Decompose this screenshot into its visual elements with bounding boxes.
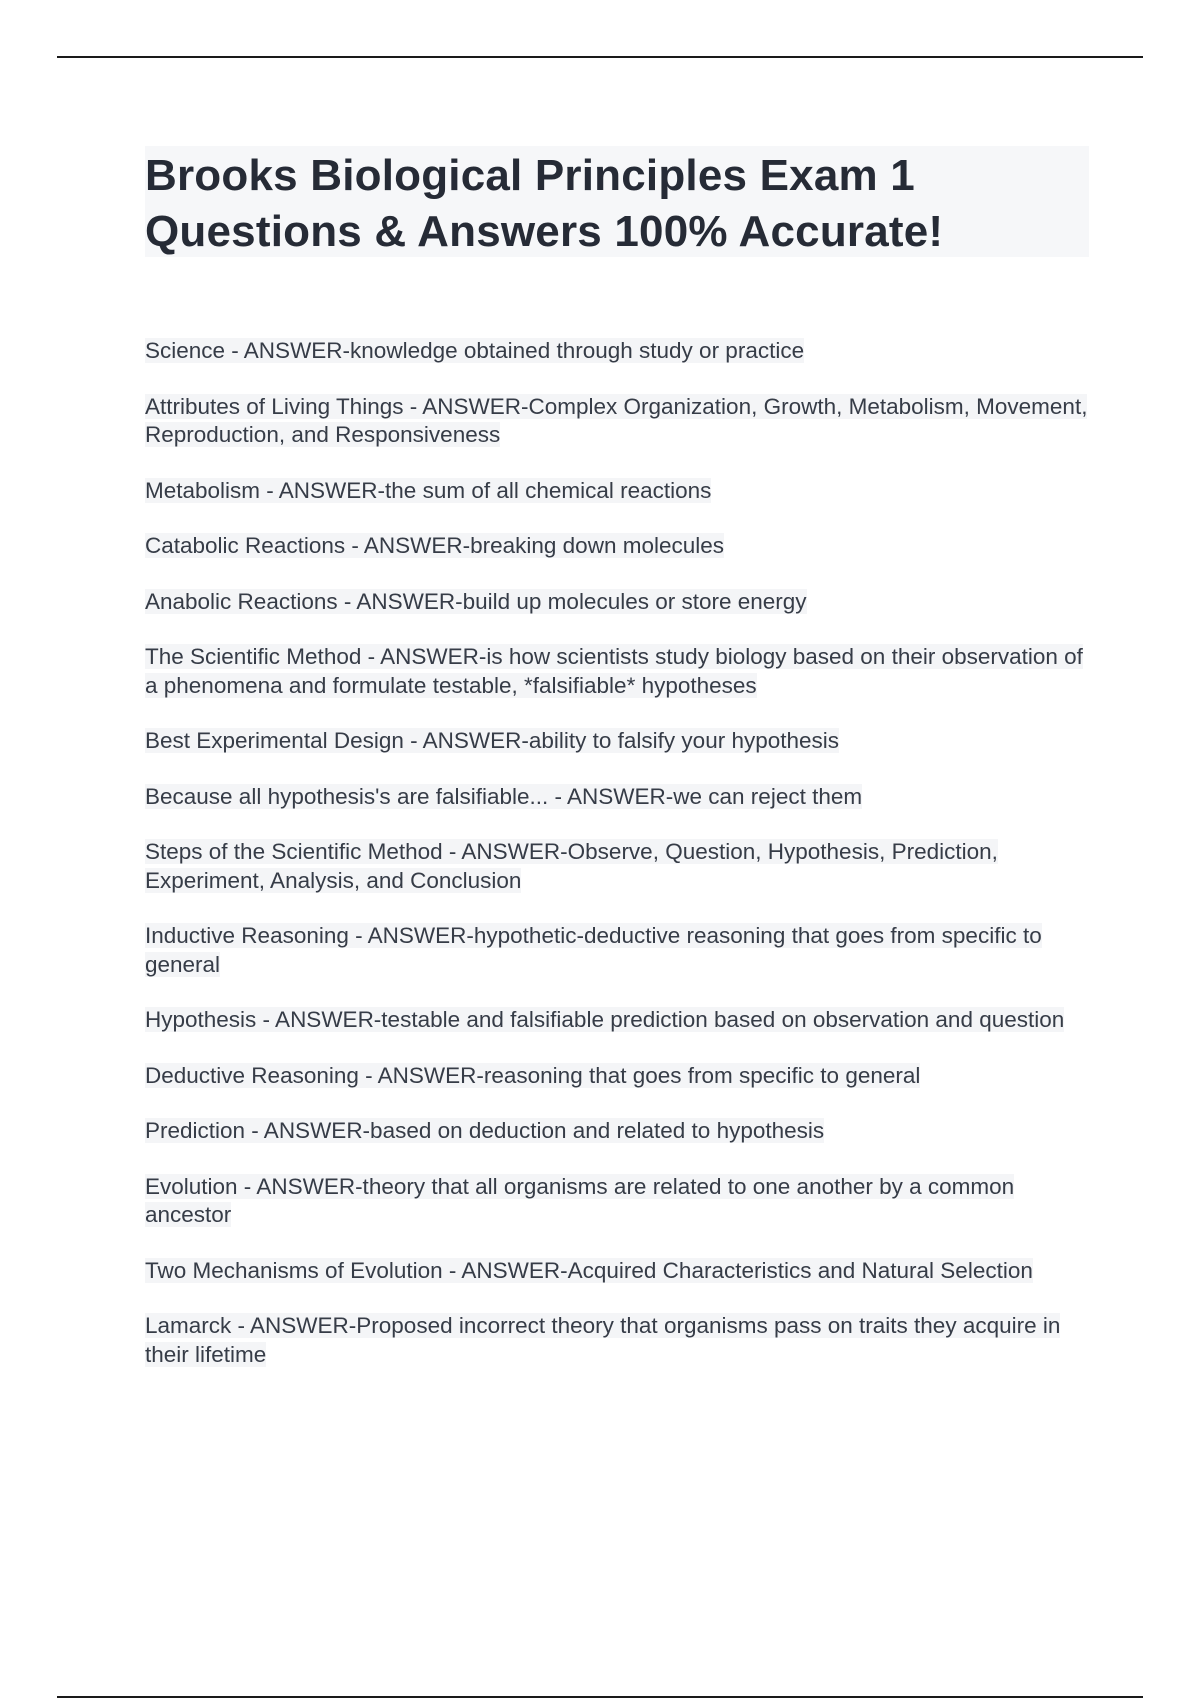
qa-item — [145, 477, 1095, 506]
qa-text: Steps of the Scientific Method - ANSWER-Observe, Question, Hypothesis, Prediction, Experiment, Analysis, and Conclusion — [145, 839, 998, 893]
top-divider — [57, 56, 1143, 58]
qa-item — [145, 1173, 1095, 1230]
qa-list — [145, 337, 1095, 1396]
qa-text: Hypothesis - ANSWER-testable and falsifiable prediction based on observation and question — [145, 1007, 1065, 1032]
bottom-divider — [57, 1696, 1143, 1698]
document-title: Brooks Biological Principles Exam 1 Questions & Answers 100% Accurate! — [145, 151, 944, 256]
qa-item — [145, 643, 1095, 700]
qa-text: Metabolism - ANSWER-the sum of all chemical reactions — [145, 477, 712, 503]
qa-text: Lamarck - ANSWER-Proposed incorrect theory that organisms pass on traits they acquire in their lifetime — [145, 1313, 1061, 1367]
qa-text: Anabolic Reactions - ANSWER-build up molecules or store energy — [145, 588, 807, 614]
qa-item — [145, 922, 1095, 979]
qa-item — [145, 1257, 1095, 1286]
qa-text: Deductive Reasoning - ANSWER-reasoning that goes from specific to general — [145, 1062, 921, 1088]
qa-text: Inductive Reasoning - ANSWER-hypothetic-deductive reasoning that goes from specific to general — [145, 923, 1042, 977]
qa-item — [145, 337, 1095, 366]
qa-item — [145, 1312, 1095, 1369]
qa-item — [145, 1062, 1095, 1091]
qa-text: Catabolic Reactions - ANSWER-breaking down molecules — [145, 533, 725, 558]
qa-text: Best Experimental Design - ANSWER-ability to falsify your hypothesis — [145, 728, 840, 753]
qa-text: Attributes of Living Things - ANSWER-Complex Organization, Growth, Metabolism, Movement, Reproduction, and Responsiveness — [145, 393, 1088, 447]
qa-text: Two Mechanisms of Evolution - ANSWER-Acquired Characteristics and Natural Selection — [145, 1257, 1033, 1283]
qa-item — [145, 1006, 1095, 1035]
qa-item — [145, 727, 1095, 756]
qa-item — [145, 588, 1095, 617]
qa-text: Because all hypothesis's are falsifiable... - ANSWER-we can reject them — [145, 783, 863, 809]
qa-item — [145, 532, 1095, 561]
qa-item — [145, 783, 1095, 812]
qa-item — [145, 838, 1095, 895]
qa-item — [145, 1117, 1095, 1146]
qa-text: Science - ANSWER-knowledge obtained through study or practice — [145, 338, 805, 363]
qa-text: Prediction - ANSWER-based on deduction and related to hypothesis — [145, 1118, 825, 1143]
qa-item — [145, 393, 1095, 450]
qa-text: Evolution - ANSWER-theory that all organisms are related to one another by a common ancestor — [145, 1173, 1015, 1227]
qa-text: The Scientific Method - ANSWER-is how scientists study biology based on their observation of a phenomena and formulate testable, *falsifiable* hypotheses — [145, 644, 1083, 698]
